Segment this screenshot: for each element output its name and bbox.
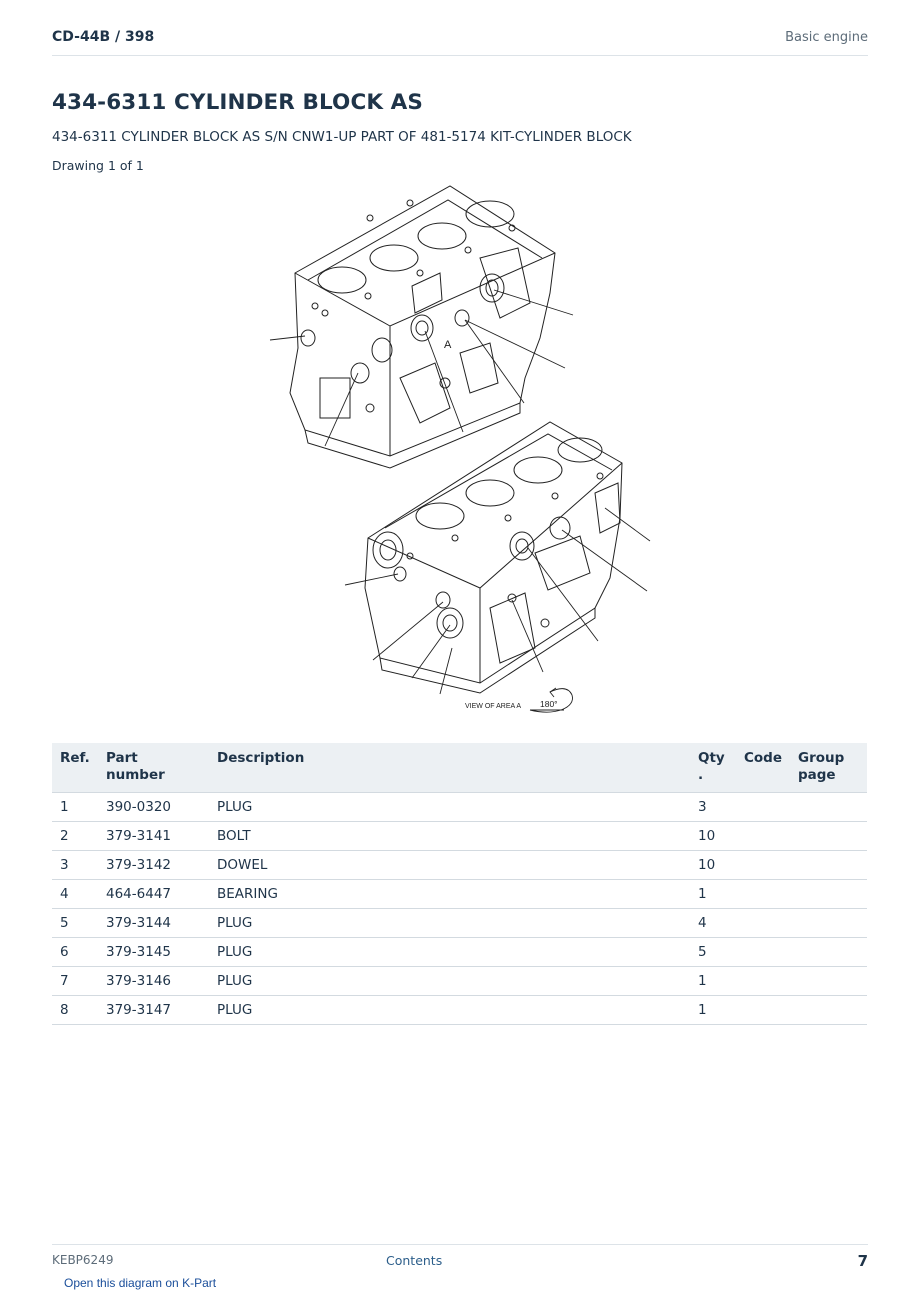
table-row [52, 880, 867, 909]
column-header-part-number: Part number [98, 743, 209, 793]
description-cell: PLUG [209, 793, 690, 822]
table-row [52, 909, 867, 938]
document-id: KEBP6249 [52, 1253, 114, 1267]
page-header [52, 28, 868, 56]
parts-table [52, 743, 867, 1025]
footer-divider [52, 1244, 868, 1245]
group-page-cell [790, 909, 867, 938]
column-header-code: Code [736, 743, 790, 793]
ref-cell: 6 [52, 938, 98, 967]
lower-callout-lines [345, 508, 650, 694]
code-cell [736, 793, 790, 822]
qty-cell: 1 [690, 880, 736, 909]
page-subtitle: 434-6311 CYLINDER BLOCK AS S/N CNW1-UP PART OF 481-5174 KIT-CYLINDER BLOCK [52, 129, 632, 145]
open-kpart-link[interactable]: Open this diagram on K-Part [64, 1276, 217, 1290]
cylinder-block-diagram [250, 178, 670, 718]
part-number-cell: 379-3141 [98, 822, 209, 851]
column-header-qty: Qty . [690, 743, 736, 793]
column-header-group-page: Group page [790, 743, 867, 793]
description-cell: PLUG [209, 938, 690, 967]
part-number-cell: 379-3147 [98, 996, 209, 1025]
table-row [52, 967, 867, 996]
description-cell: PLUG [209, 967, 690, 996]
view-of-area-label: VIEW OF AREA A [465, 703, 522, 710]
page-title: 434-6311 CYLINDER BLOCK AS [52, 90, 423, 115]
qty-cell: 5 [690, 938, 736, 967]
ref-cell: 8 [52, 996, 98, 1025]
model-reference: CD-44B / 398 [52, 29, 155, 45]
qty-cell: 1 [690, 967, 736, 996]
ref-cell: 1 [52, 793, 98, 822]
group-page-cell [790, 851, 867, 880]
group-page-cell [790, 996, 867, 1025]
qty-cell: 10 [690, 851, 736, 880]
ref-cell: 2 [52, 822, 98, 851]
rotation-label: 180° [540, 699, 558, 709]
description-cell: DOWEL [209, 851, 690, 880]
group-page-cell [790, 938, 867, 967]
section-name: Basic engine [785, 30, 868, 45]
table-row [52, 938, 867, 967]
code-cell [736, 996, 790, 1025]
qty-cell: 1 [690, 996, 736, 1025]
qty-cell: 4 [690, 909, 736, 938]
description-cell: PLUG [209, 909, 690, 938]
part-number-cell: 390-0320 [98, 793, 209, 822]
part-number-cell: 379-3144 [98, 909, 209, 938]
drawing-count: Drawing 1 of 1 [52, 158, 144, 173]
description-cell: BOLT [209, 822, 690, 851]
table-row [52, 793, 867, 822]
ref-cell: 3 [52, 851, 98, 880]
code-cell [736, 851, 790, 880]
upper-block-drawing [290, 186, 555, 468]
code-cell [736, 822, 790, 851]
part-number-cell: 379-3146 [98, 967, 209, 996]
description-cell: BEARING [209, 880, 690, 909]
group-page-cell [790, 880, 867, 909]
contents-link[interactable]: Contents [386, 1253, 443, 1268]
ref-cell: 7 [52, 967, 98, 996]
ref-cell: 4 [52, 880, 98, 909]
group-page-cell [790, 793, 867, 822]
code-cell [736, 938, 790, 967]
qty-cell: 3 [690, 793, 736, 822]
part-number-cell: 379-3142 [98, 851, 209, 880]
group-page-cell [790, 967, 867, 996]
group-page-cell [790, 822, 867, 851]
callout-a-label: A [444, 339, 452, 351]
code-cell [736, 909, 790, 938]
code-cell [736, 880, 790, 909]
column-header-ref: Ref. [52, 743, 98, 793]
table-row [52, 822, 867, 851]
part-number-cell: 464-6447 [98, 880, 209, 909]
table-row [52, 851, 867, 880]
page-number: 7 [857, 1252, 868, 1270]
code-cell [736, 967, 790, 996]
part-number-cell: 379-3145 [98, 938, 209, 967]
description-cell: PLUG [209, 996, 690, 1025]
column-header-description: Description [209, 743, 690, 793]
qty-cell: 10 [690, 822, 736, 851]
parts-table-header-row [52, 743, 867, 793]
ref-cell: 5 [52, 909, 98, 938]
table-row [52, 996, 867, 1025]
